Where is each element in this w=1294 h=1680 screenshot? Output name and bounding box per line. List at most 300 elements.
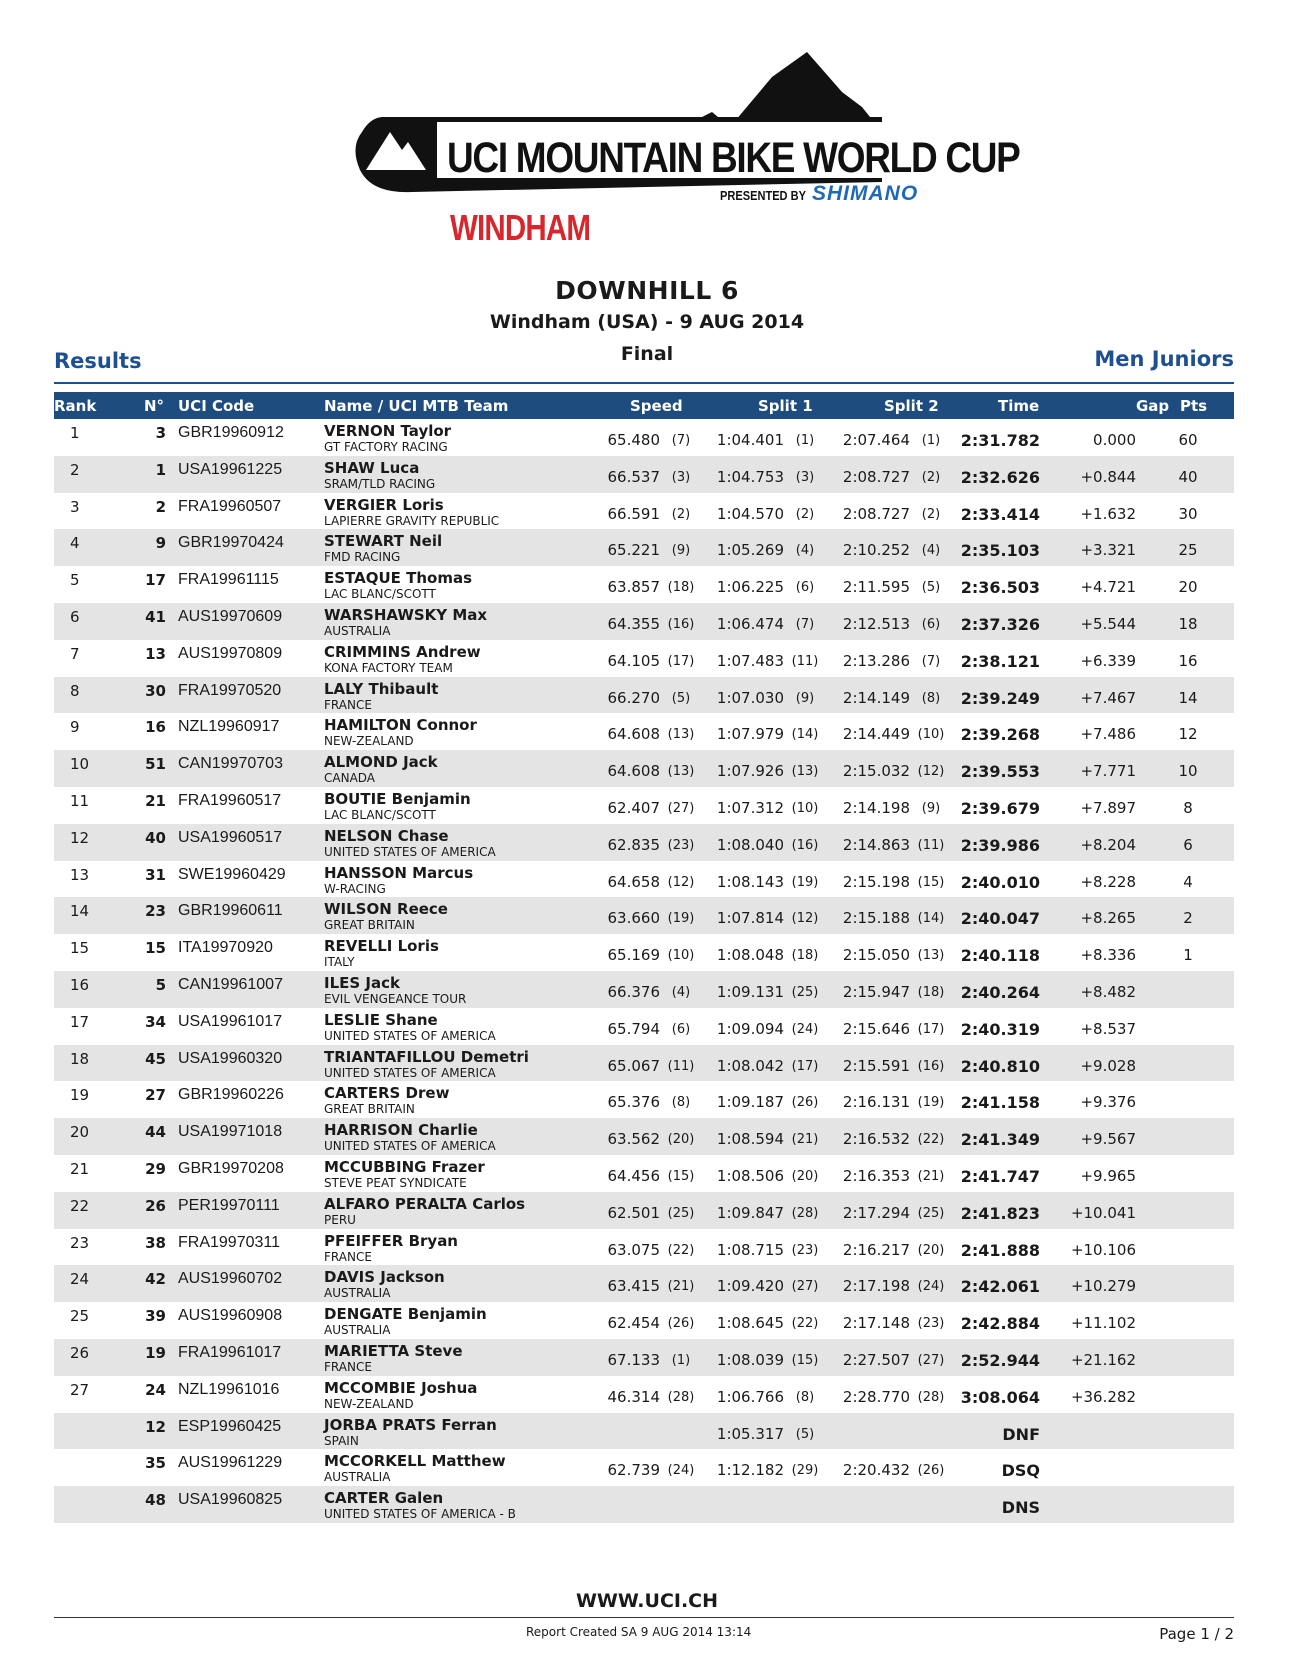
cell-speed-rank: (27) — [667, 800, 695, 816]
cell-number: 40 — [145, 828, 166, 847]
cell-rank: 16 — [70, 975, 90, 994]
cell-time: 2:39.553 — [960, 762, 1040, 782]
cell-rank: 10 — [70, 755, 90, 774]
cell-gap: +10.279 — [1070, 1277, 1136, 1296]
cell-points: 12 — [1178, 725, 1198, 744]
cell-uci-code: USA19971018 — [178, 1123, 283, 1141]
cell-number: 12 — [145, 1417, 166, 1436]
cell-team: PERU — [324, 1212, 356, 1227]
cell-rank: 3 — [70, 497, 80, 516]
cell-speed-rank: (22) — [667, 1242, 695, 1258]
table-row — [54, 934, 1234, 971]
cell-split2-rank: (7) — [921, 653, 941, 669]
cell-rank: 15 — [70, 939, 90, 958]
cell-speed-rank: (13) — [667, 764, 695, 780]
cell-points: 8 — [1183, 798, 1193, 817]
cell-time: 2:41.349 — [960, 1130, 1040, 1150]
cell-split2-rank: (8) — [921, 690, 941, 706]
table-row — [54, 456, 1234, 493]
cell-rider-name: WILSON Reece — [324, 900, 448, 919]
cell-speed: 62.739 — [607, 1461, 660, 1480]
cell-uci-code: USA19960320 — [178, 1049, 283, 1067]
cell-rider-name: DAVIS Jackson — [324, 1268, 445, 1287]
cell-number: 31 — [145, 865, 166, 884]
cell-time: 2:41.823 — [960, 1203, 1040, 1223]
cell-split2: 2:12.513 — [842, 614, 910, 633]
cell-split2: 2:17.294 — [842, 1203, 910, 1222]
cell-speed: 67.133 — [607, 1350, 660, 1369]
cell-gap: +1.632 — [1080, 504, 1136, 523]
cell-team: LAC BLANC/SCOTT — [324, 807, 436, 822]
cell-split1: 1:08.645 — [716, 1314, 784, 1333]
cell-team: SPAIN — [324, 1433, 359, 1448]
cell-team: NEW-ZEALAND — [324, 1396, 414, 1411]
cell-split2-rank: (25) — [917, 1205, 945, 1221]
cell-points: 14 — [1178, 688, 1198, 707]
cell-time: DSQ — [1001, 1461, 1040, 1481]
cell-time: DNS — [1001, 1498, 1040, 1518]
cell-points: 6 — [1183, 835, 1193, 854]
cell-split2: 2:16.532 — [842, 1130, 910, 1149]
cell-team: EVIL VENGEANCE TOUR — [324, 991, 467, 1006]
cell-time: 2:40.810 — [960, 1056, 1040, 1076]
cell-split1-rank: (15) — [791, 1352, 819, 1368]
cell-split2: 2:16.217 — [842, 1240, 910, 1259]
cell-time: 2:42.884 — [960, 1314, 1040, 1334]
cell-split2-rank: (24) — [917, 1279, 945, 1295]
cell-split1: 1:08.040 — [716, 835, 784, 854]
cell-uci-code: FRA19960517 — [178, 791, 282, 809]
cell-split1-rank: (8) — [795, 1389, 815, 1405]
cell-uci-code: FRA19961115 — [178, 571, 279, 589]
cell-split1-rank: (23) — [791, 1242, 819, 1258]
cell-number: 21 — [145, 791, 166, 810]
cell-team: AUSTRALIA — [324, 623, 391, 638]
cell-split1: 1:12.182 — [716, 1461, 784, 1480]
cell-rider-name: HAMILTON Connor — [324, 716, 477, 735]
cell-gap: +8.204 — [1080, 835, 1136, 854]
cell-split1-rank: (4) — [795, 543, 815, 559]
cell-gap: +10.041 — [1070, 1203, 1136, 1222]
cell-time: 2:39.986 — [960, 835, 1040, 855]
cell-speed-rank: (8) — [671, 1095, 691, 1111]
cell-uci-code: CAN19961007 — [178, 975, 283, 993]
cell-split1-rank: (13) — [791, 764, 819, 780]
cell-time: 2:40.010 — [960, 872, 1040, 892]
cell-speed-rank: (4) — [671, 984, 691, 1000]
cell-number: 3 — [155, 424, 166, 442]
cell-rider-name: JORBA PRATS Ferran — [324, 1415, 497, 1434]
cell-team: FRANCE — [324, 1249, 372, 1264]
cell-rank: 23 — [70, 1233, 90, 1252]
cell-time: 2:41.747 — [960, 1166, 1040, 1186]
report-created: Report Created SA 9 AUG 2014 13:14 — [526, 1625, 752, 1639]
table-row — [54, 897, 1234, 934]
cell-split2: 2:15.591 — [842, 1056, 910, 1075]
table-row — [54, 677, 1234, 714]
cell-split2: 2:20.432 — [842, 1461, 910, 1480]
cell-speed-rank: (18) — [667, 580, 695, 596]
cell-split1: 1:08.594 — [716, 1130, 784, 1149]
cell-split1-rank: (18) — [791, 948, 819, 964]
cell-team: LAPIERRE GRAVITY REPUBLIC — [324, 513, 500, 528]
cell-split2: 2:08.727 — [842, 504, 910, 523]
table-header — [54, 392, 1234, 419]
cell-uci-code: AUS19970809 — [178, 644, 283, 662]
cell-split1: 1:04.570 — [716, 504, 784, 523]
cell-speed-rank: (24) — [667, 1463, 695, 1479]
cell-split2-rank: (26) — [917, 1463, 945, 1479]
cell-rank: 25 — [70, 1307, 90, 1326]
cell-split2: 2:15.188 — [842, 909, 910, 928]
cell-speed: 64.355 — [607, 614, 660, 633]
cell-split2-rank: (16) — [917, 1058, 945, 1074]
cell-rider-name: ILES Jack — [324, 973, 400, 992]
cell-split2: 2:15.198 — [842, 872, 910, 891]
cell-split1-rank: (6) — [795, 580, 815, 596]
cell-split1-rank: (7) — [795, 616, 815, 632]
header-split2: Split 2 — [884, 397, 939, 415]
cell-time: 2:38.121 — [960, 651, 1040, 671]
cell-team: GREAT BRITAIN — [324, 1102, 415, 1117]
cell-speed: 63.660 — [607, 909, 660, 928]
uci-world-cup-logo — [352, 52, 1020, 252]
cell-split2: 2:16.131 — [842, 1093, 910, 1112]
cell-number: 17 — [145, 571, 166, 590]
cell-team: GREAT BRITAIN — [324, 918, 415, 933]
cell-rank: 18 — [70, 1049, 90, 1068]
cell-rider-name: WARSHAWSKY Max — [324, 605, 488, 624]
cell-split2: 2:08.727 — [842, 467, 910, 486]
cell-uci-code: FRA19961017 — [178, 1343, 282, 1361]
cell-rider-name: SHAW Luca — [324, 458, 420, 477]
cell-split1: 1:08.039 — [716, 1350, 784, 1369]
table-row — [54, 1045, 1234, 1082]
cell-speed: 62.407 — [607, 798, 660, 817]
cell-split2: 2:14.449 — [842, 725, 910, 744]
cell-team: NEW-ZEALAND — [324, 734, 414, 749]
cell-rank: 6 — [70, 607, 80, 626]
cell-speed-rank: (20) — [667, 1132, 695, 1148]
cell-rider-name: DENGATE Benjamin — [324, 1305, 487, 1324]
cell-split2-rank: (22) — [917, 1132, 945, 1148]
cell-speed: 63.415 — [607, 1277, 660, 1296]
cell-speed-rank: (23) — [667, 837, 695, 853]
cell-number: 27 — [145, 1086, 166, 1105]
cell-speed-rank: (5) — [671, 690, 691, 706]
cell-split2-rank: (9) — [921, 800, 941, 816]
cell-team: ITALY — [324, 955, 355, 970]
table-row — [54, 787, 1234, 824]
table-row — [54, 1192, 1234, 1229]
cell-uci-code: ITA19970920 — [178, 939, 273, 957]
cell-uci-code: AUS19960908 — [178, 1307, 283, 1325]
cell-number: 5 — [155, 975, 166, 994]
cell-points: 1 — [1183, 946, 1193, 965]
cell-points: 60 — [1178, 431, 1198, 449]
cell-uci-code: SWE19960429 — [178, 865, 286, 883]
cell-split2-rank: (20) — [917, 1242, 945, 1258]
cell-split1-rank: (19) — [791, 874, 819, 890]
cell-split2-rank: (11) — [917, 837, 945, 853]
cell-rider-name: CARTER Galen — [324, 1489, 444, 1508]
cell-rank: 26 — [70, 1343, 90, 1362]
cell-split1-rank: (28) — [791, 1205, 819, 1221]
cell-split1: 1:04.753 — [716, 467, 784, 486]
cell-team: SRAM/TLD RACING — [324, 476, 436, 491]
cell-rider-name: ALFARO PERALTA Carlos — [324, 1194, 526, 1213]
table-row — [54, 824, 1234, 861]
cell-split1-rank: (25) — [791, 984, 819, 1000]
cell-points: 25 — [1178, 541, 1198, 560]
header-speed: Speed — [630, 397, 683, 415]
cell-split1-rank: (16) — [791, 837, 819, 853]
cell-speed-rank: (6) — [671, 1021, 691, 1037]
cell-team: UNITED STATES OF AMERICA — [324, 1139, 496, 1154]
cell-split2-rank: (13) — [917, 948, 945, 964]
cell-uci-code: USA19961225 — [178, 460, 283, 478]
cell-split1: 1:08.506 — [716, 1166, 784, 1185]
cell-split1: 1:09.094 — [716, 1019, 784, 1038]
header-divider — [54, 382, 1234, 384]
cell-rank: 22 — [70, 1196, 90, 1215]
cell-team: UNITED STATES OF AMERICA - B — [324, 1507, 516, 1522]
cell-gap: +8.228 — [1080, 872, 1136, 891]
cell-split2-rank: (1) — [921, 433, 941, 448]
cell-gap: +7.897 — [1080, 798, 1136, 817]
table-row — [54, 566, 1234, 603]
cell-split1-rank: (20) — [791, 1168, 819, 1184]
cell-team: GT FACTORY RACING — [324, 440, 448, 454]
cell-split2-rank: (4) — [921, 543, 941, 559]
cell-speed-rank: (16) — [667, 616, 695, 632]
cell-gap: +36.282 — [1070, 1387, 1136, 1406]
cell-gap: +7.486 — [1080, 725, 1136, 744]
cell-rank: 8 — [70, 681, 80, 700]
cell-rider-name: MARIETTA Steve — [324, 1341, 463, 1360]
cell-split2-rank: (14) — [917, 911, 945, 927]
cell-rider-name: PFEIFFER Bryan — [324, 1231, 458, 1250]
cell-uci-code: USA19961017 — [178, 1012, 283, 1030]
cell-rank: 4 — [70, 534, 80, 553]
cell-rank: 11 — [70, 791, 90, 810]
cell-rider-name: CARTERS Drew — [324, 1084, 450, 1103]
cell-speed: 64.608 — [607, 725, 660, 744]
cell-rank: 5 — [70, 571, 80, 590]
cell-speed: 63.857 — [607, 578, 660, 597]
cell-rider-name: MCCORKELL Matthew — [324, 1452, 506, 1471]
cell-number: 16 — [145, 718, 166, 737]
cell-team: UNITED STATES OF AMERICA — [324, 1065, 496, 1080]
cell-split2: 2:11.595 — [842, 578, 910, 597]
table-row — [54, 1008, 1234, 1045]
cell-time: 2:31.782 — [960, 431, 1040, 450]
table-row — [54, 419, 1234, 456]
cell-speed: 64.105 — [607, 651, 660, 670]
table-row — [54, 1302, 1234, 1339]
header-split1: Split 1 — [758, 397, 813, 415]
cell-split2: 2:27.507 — [842, 1350, 910, 1369]
cell-gap: +8.482 — [1080, 982, 1136, 1001]
table-row — [54, 493, 1234, 530]
cell-time: 2:40.047 — [960, 909, 1040, 929]
cell-speed-rank: (21) — [667, 1279, 695, 1295]
cell-rider-name: TRIANTAFILLOU Demetri — [324, 1047, 529, 1066]
cell-gap: +0.844 — [1080, 467, 1136, 486]
cell-rank: 2 — [70, 460, 80, 479]
cell-split2-rank: (28) — [917, 1389, 945, 1405]
cell-points: 2 — [1183, 909, 1193, 928]
table-row — [54, 1265, 1234, 1302]
cell-split1: 1:08.048 — [716, 946, 784, 965]
cell-number: 51 — [145, 755, 166, 774]
cell-gap: +7.771 — [1080, 762, 1136, 781]
logo-title: UCI MOUNTAIN BIKE WORLD CUP — [447, 134, 1020, 182]
cell-time: 2:39.679 — [960, 798, 1040, 818]
cell-uci-code: FRA19970520 — [178, 681, 282, 699]
cell-speed-rank: (9) — [671, 543, 691, 559]
cell-uci-code: CAN19970703 — [178, 755, 283, 773]
cell-time: 2:39.249 — [960, 688, 1040, 708]
category-label: Men Juniors — [1094, 347, 1234, 371]
cell-split1-rank: (27) — [791, 1279, 819, 1295]
cell-split1: 1:09.187 — [716, 1093, 784, 1112]
cell-rank: 21 — [70, 1159, 90, 1178]
cell-time: 2:35.103 — [960, 541, 1040, 561]
cell-uci-code: GBR19970424 — [178, 534, 284, 552]
cell-gap: +7.467 — [1080, 688, 1136, 707]
cell-rider-name: LALY Thibault — [324, 679, 439, 698]
cell-number: 2 — [155, 497, 166, 516]
cell-number: 26 — [145, 1196, 166, 1215]
table-body — [54, 419, 1234, 1523]
cell-rider-name: VERGIER Loris — [324, 495, 444, 514]
cell-speed: 65.221 — [607, 541, 660, 560]
cell-speed-rank: (13) — [667, 727, 695, 743]
cell-speed: 66.537 — [607, 467, 660, 486]
cell-team: CANADA — [324, 771, 376, 786]
cell-time: 2:33.414 — [960, 504, 1040, 524]
cell-rider-name: CRIMMINS Andrew — [324, 642, 481, 661]
cell-split2: 2:14.863 — [842, 835, 910, 854]
cell-speed: 66.591 — [607, 504, 660, 523]
cell-speed: 64.456 — [607, 1166, 660, 1185]
event-subtitle: Windham (USA) - 9 AUG 2014 — [489, 311, 805, 333]
cell-speed-rank: (17) — [667, 653, 695, 669]
cell-number: 35 — [145, 1454, 166, 1473]
cell-speed: 65.067 — [607, 1056, 660, 1075]
cell-split1-rank: (24) — [791, 1021, 819, 1037]
cell-number: 29 — [145, 1159, 166, 1178]
cell-split1: 1:08.715 — [716, 1240, 784, 1259]
cell-split2: 2:15.646 — [842, 1019, 910, 1038]
cell-gap: +5.544 — [1080, 614, 1136, 633]
cell-uci-code: USA19960825 — [178, 1491, 283, 1509]
cell-split1: 1:07.312 — [716, 798, 784, 817]
cell-uci-code: PER19970111 — [178, 1196, 280, 1214]
cell-split1: 1:07.814 — [716, 909, 784, 928]
cell-speed: 64.608 — [607, 762, 660, 781]
cell-rider-name: BOUTIE Benjamin — [324, 789, 471, 808]
cell-gap: +4.721 — [1080, 578, 1136, 597]
results-label: Results — [54, 349, 142, 373]
cell-speed: 66.376 — [607, 982, 660, 1001]
cell-team: AUSTRALIA — [324, 1470, 391, 1485]
cell-split2-rank: (18) — [917, 984, 945, 1000]
cell-speed-rank: (3) — [671, 469, 691, 485]
cell-number: 42 — [145, 1270, 166, 1289]
cell-gap: +9.965 — [1080, 1166, 1136, 1185]
cell-time: 2:41.888 — [960, 1240, 1040, 1260]
table-row — [54, 640, 1234, 677]
cell-time: 2:40.118 — [960, 946, 1040, 966]
cell-split2: 2:16.353 — [842, 1166, 910, 1185]
table-row — [54, 603, 1234, 640]
cell-team: AUSTRALIA — [324, 1323, 391, 1338]
cell-number: 24 — [145, 1380, 166, 1399]
cell-points: 10 — [1178, 762, 1198, 781]
cell-gap: +21.162 — [1070, 1350, 1136, 1369]
cell-rider-name: LESLIE Shane — [324, 1010, 438, 1029]
cell-uci-code: GBR19970208 — [178, 1159, 284, 1177]
cell-rider-name: NELSON Chase — [324, 826, 449, 845]
cell-number: 9 — [155, 534, 166, 553]
cell-gap: +8.265 — [1080, 909, 1136, 928]
cell-split1-rank: (26) — [791, 1095, 819, 1111]
cell-split2-rank: (5) — [921, 580, 941, 596]
cell-gap: +6.339 — [1080, 651, 1136, 670]
cell-split1-rank: (3) — [795, 469, 815, 485]
cell-split1: 1:07.926 — [716, 762, 784, 781]
cell-rank: 12 — [70, 828, 90, 847]
table-row — [54, 1413, 1234, 1450]
cell-gap: +10.106 — [1070, 1240, 1136, 1259]
cell-uci-code: AUS19960702 — [178, 1270, 283, 1288]
cell-points: 30 — [1178, 504, 1198, 523]
cell-rank: 27 — [70, 1380, 90, 1399]
cell-rank: 20 — [70, 1123, 90, 1142]
cell-number: 39 — [145, 1307, 166, 1326]
header-number: N° — [144, 397, 165, 415]
cell-speed-rank: (19) — [667, 911, 695, 927]
cell-time: 2:42.061 — [960, 1277, 1040, 1297]
cell-split1: 1:07.030 — [716, 688, 784, 707]
cell-split2-rank: (6) — [921, 616, 941, 632]
cell-rider-name: ESTAQUE Thomas — [324, 569, 473, 588]
cell-split2: 2:13.286 — [842, 651, 910, 670]
table-row — [54, 1486, 1234, 1523]
table-row — [54, 1118, 1234, 1155]
cell-split1-rank: (17) — [791, 1058, 819, 1074]
table-row — [54, 1229, 1234, 1266]
footer-url: WWW.UCI.CH — [575, 1590, 719, 1612]
cell-team: FRANCE — [324, 697, 372, 712]
cell-rank: 24 — [70, 1270, 90, 1289]
event-title: DOWNHILL 6 — [555, 276, 739, 305]
cell-gap: +8.537 — [1080, 1019, 1136, 1038]
cell-time: 2:41.158 — [960, 1093, 1040, 1113]
cell-team: AUSTRALIA — [324, 1286, 391, 1301]
cell-uci-code: FRA19960507 — [178, 497, 282, 515]
cell-team: STEVE PEAT SYNDICATE — [324, 1175, 467, 1190]
cell-speed-rank: (25) — [667, 1205, 695, 1221]
cell-gap: +8.336 — [1080, 946, 1136, 965]
cell-number: 45 — [145, 1049, 166, 1068]
cell-rank: 13 — [70, 865, 90, 884]
cell-rank: 14 — [70, 902, 90, 921]
cell-speed-rank: (2) — [671, 506, 691, 522]
cell-split2: 2:15.050 — [842, 946, 910, 965]
